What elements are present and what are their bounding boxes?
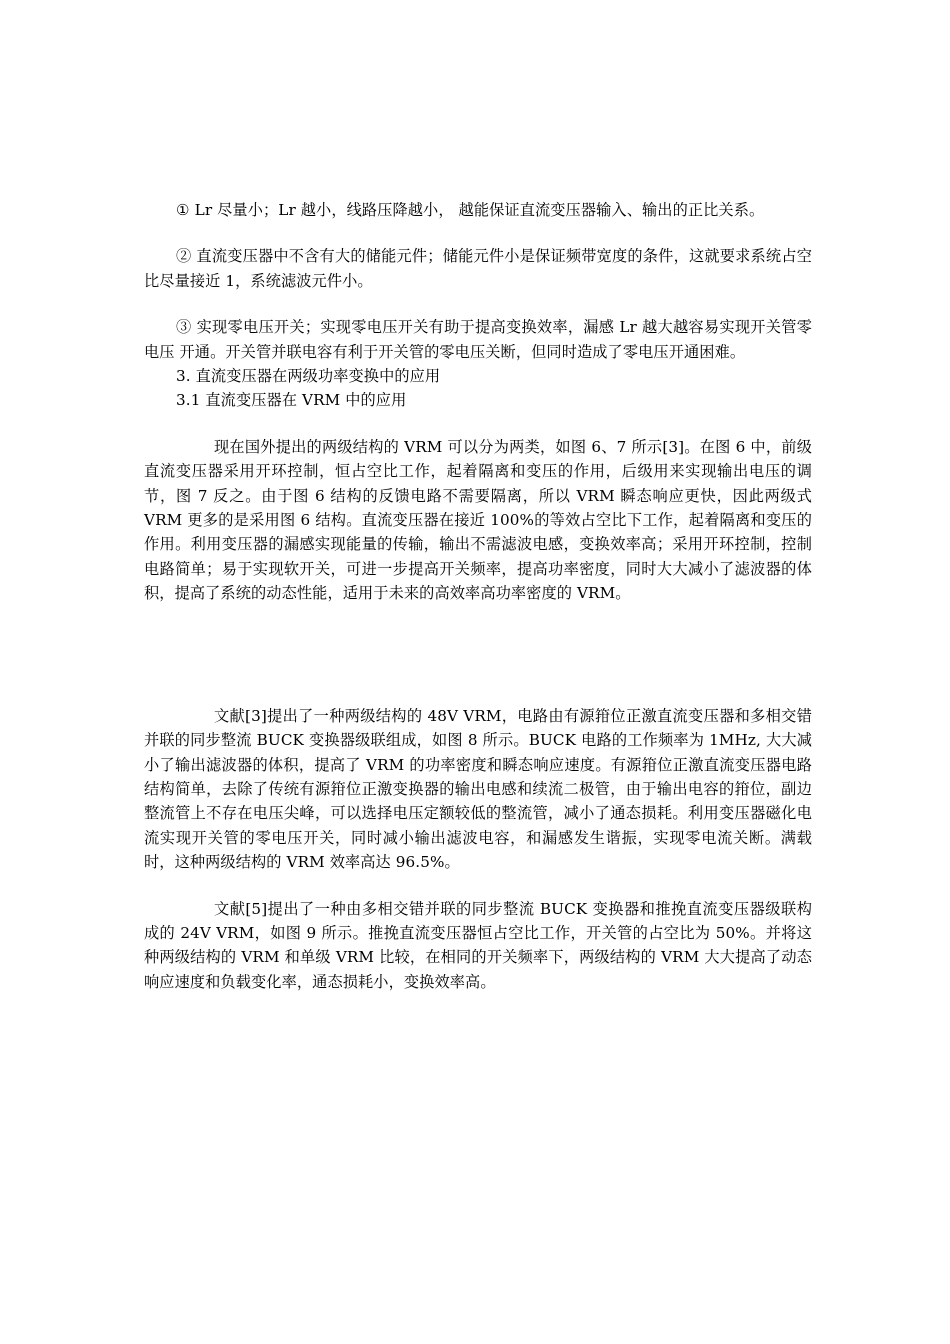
list-item-1: ① Lr 尽量小；Lr 越小，线路压降越小， 越能保证直流变压器输入、输出的正比关系。 (176, 201, 765, 219)
body-paragraph-1: 现在国外提出的两级结构的 VRM 可以分为两类，如图 6、7 所示[3]。在图 6 中，前级直流变压器采用开环控制，恒占空比工作，起着隔离和变压的作用，后级用来实现输出电压的调节，图 7 反之。由于图 6 结构的反馈电路不需要隔离，所以 VRM 瞬态响应更快，因此两级式 VRM 更多的是采用图 6 结构。直流变压器在接近 100%的等效占空比下工作，起着隔离和变压的作用。利用变压器的漏感实现能量的传输，输出不需滤波电感，变换效率高；采用开环控制，控制电路简单；易于实现软开关，可进一步提高开关频率，提高功率密度，同时大大减小了滤波器的体积，提高了系统的动态性能，适用于未来的高效率高功率密度的 VRM。 (144, 437, 812, 603)
list-item-2: ② 直流变压器中不含有大的储能元件；储能元件小是保证频带宽度的条件，这就要求系统占空比尽量接近 1，系统滤波元件小。 (144, 247, 812, 290)
document-page (144, 198, 812, 994)
body-paragraph-2: 文献[3]提出了一种两级结构的 48V VRM，电路由有源箝位正激直流变压器和多相交错并联的同步整流 BUCK 变换器级联组成，如图 8 所示。BUCK 电路的工作频率为 1MHz, 大大减小了输出滤波器的体积，提高了 VRM 的功率密度和瞬态响应速度。有源箝位正激直流变压器电路结构简单，去除了传统有源箝位正激变换器的输出电感和续流二极管，由于输出电容的箝位，副边整流管上不存在电压尖峰，可以选择电压定额较低的整流管，减小了通态损耗。利用变压器磁化电流实现开关管的零电压开关，同时减小输出滤波电容，和漏感发生谐振，实现零电流关断。满载时，这种两级结构的 VRM 效率高达 96.5%。 (144, 706, 812, 872)
list-item-3: ③ 实现零电压开关；实现零电压开关有助于提高变换效率，漏感 Lr 越大越容易实现开关管零电压 开通。开关管并联电容有利于开关管的零电压关断，但同时造成了零电压开通困难。 (144, 318, 812, 361)
subsection-heading: 3.1 直流变压器在 VRM 中的应用 (176, 391, 407, 410)
body-paragraph-3: 文献[5]提出了一种由多相交错并联的同步整流 BUCK 变换器和推挽直流变压器级联构成的 24V VRM，如图 9 所示。推挽直流变压器恒占空比工作，开关管的占空比为 50%。并将这种两级结构的 VRM 和单级 VRM 比较，在相同的开关频率下，两级结构的 VRM 大大提高了动态响应速度和负载变化率，通态损耗小，变换效率高。 (144, 899, 812, 991)
section-heading: 3. 直流变压器在两级功率变换中的应用 (176, 367, 441, 386)
